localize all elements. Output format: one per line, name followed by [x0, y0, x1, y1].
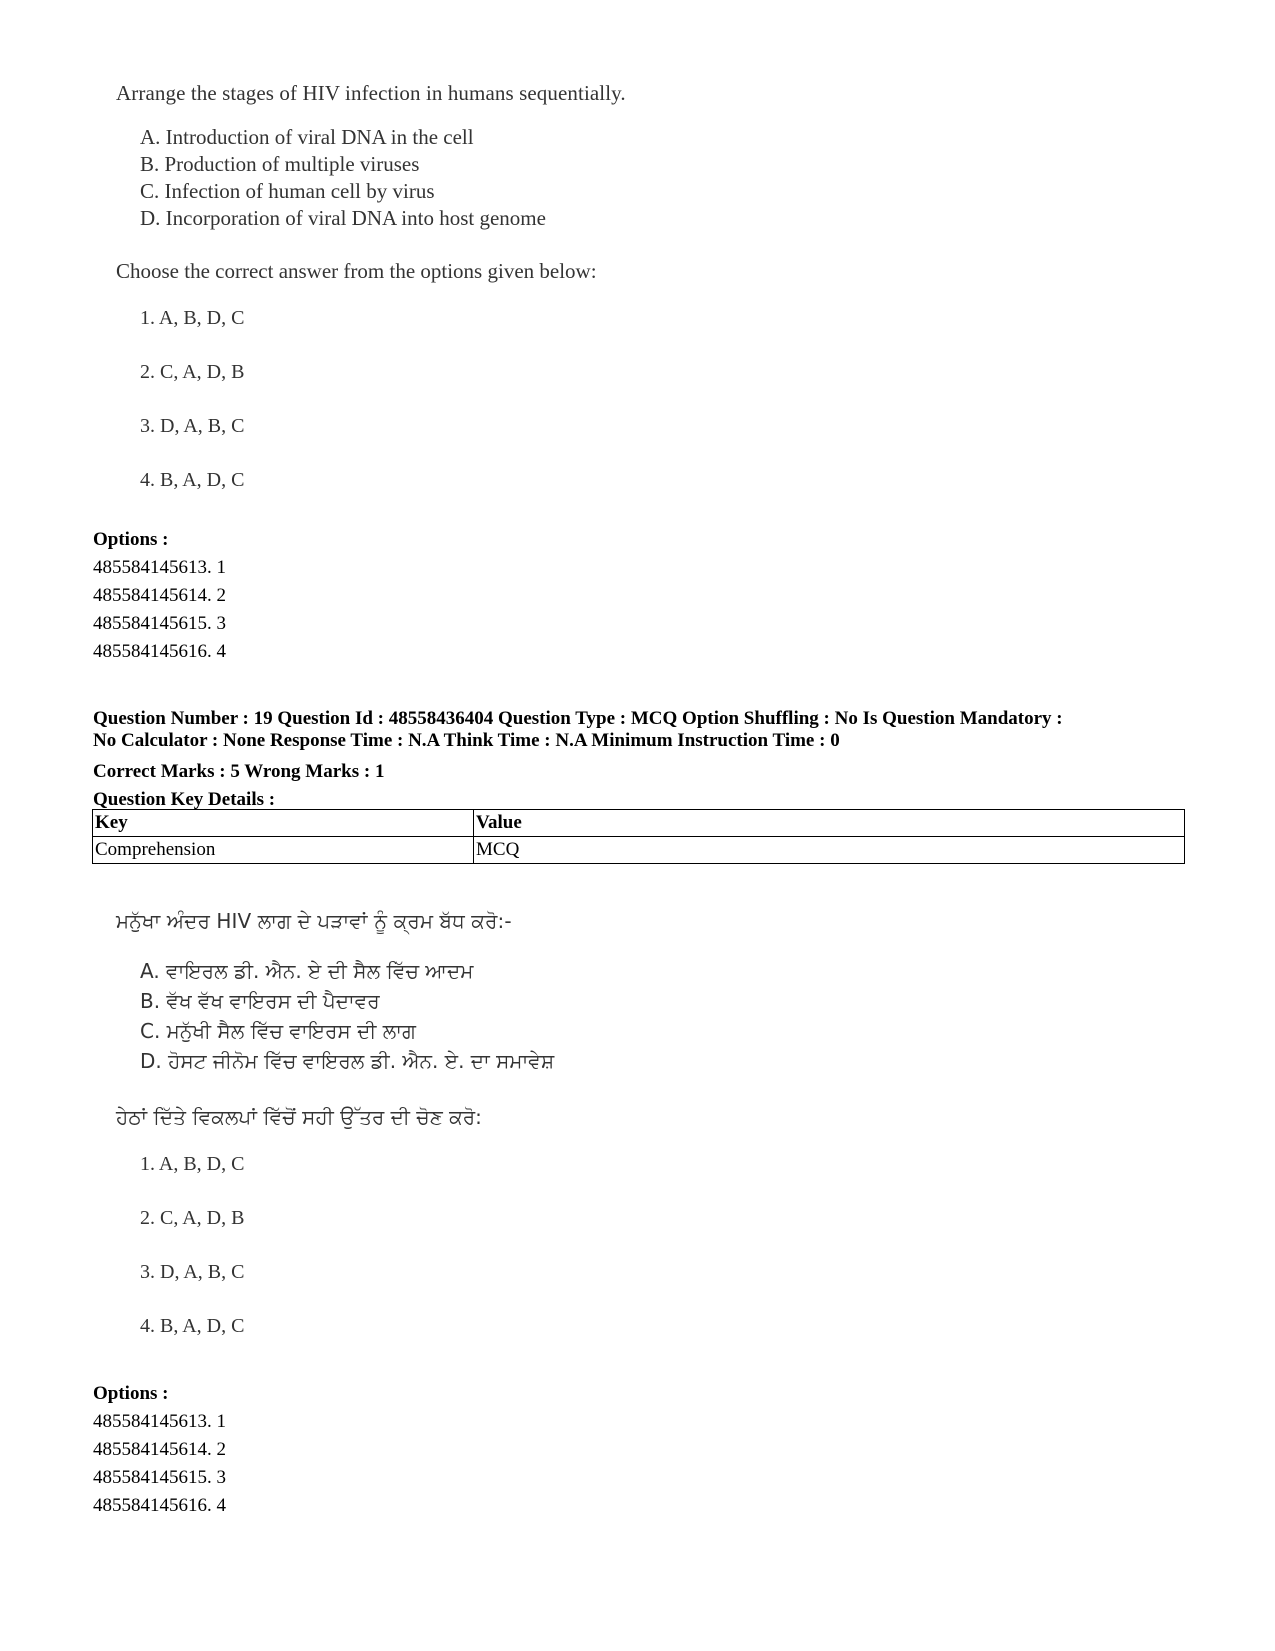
answer-choice: 2. C, A, D, B — [140, 361, 245, 383]
answer-choice: 3. D, A, B, C — [140, 415, 245, 437]
statement-item: D. Incorporation of viral DNA into host genome — [140, 206, 546, 230]
option-item: 485584145616. 4 — [93, 641, 226, 662]
question-stem: ਮਨੁੱਖਾ ਅੰਦਰ HIV ਲਾਗ ਦੇ ਪੜਾਵਾਂ ਨੂੰ ਕ੍ਰਮ ਬੱਧ ਕਰੋ:- — [116, 909, 512, 933]
table-cell: MCQ — [474, 837, 1185, 864]
options-block — [93, 1380, 226, 1520]
statement-item: B. ਵੱਖ ਵੱਖ ਵਾਇਰਸ ਦੀ ਪੈਦਾਵਰ — [140, 989, 380, 1013]
answer-choice: 2. C, A, D, B — [140, 1207, 245, 1229]
statement-item: C. Infection of human cell by virus — [140, 179, 435, 203]
answer-choice: 4. B, A, D, C — [140, 469, 245, 491]
table-header-cell: Value — [474, 810, 1185, 837]
statement-list — [140, 124, 816, 232]
answer-choice-list — [140, 1152, 816, 1368]
statement-item: C. ਮਨੁੱਖੀ ਸੈਲ ਵਿੱਚ ਵਾਇਰਸ ਦੀ ਲਾਗ — [140, 1019, 416, 1043]
answer-choice: 3. D, A, B, C — [140, 1261, 245, 1283]
question-meta — [93, 708, 1183, 814]
option-item: 485584145614. 2 — [93, 1439, 226, 1460]
option-item: 485584145613. 1 — [93, 557, 226, 578]
option-item: 485584145613. 1 — [93, 1411, 226, 1432]
statement-list — [140, 956, 816, 1076]
question-stem: Arrange the stages of HIV infection in humans sequentially. — [116, 81, 626, 105]
question-meta-line: Question Number : 19 Question Id : 48558436404 Question Type : MCQ Option Shuffling : No Is Question Mandatory : — [93, 708, 1063, 729]
options-title: Options : — [93, 529, 169, 550]
statement-item: D. ਹੋਸਟ ਜੀਨੋਮ ਵਿੱਚ ਵਾਇਰਲ ਡੀ. ਐਨ. ਏ. ਦਾ ਸਮਾਵੇਸ਼ — [140, 1049, 555, 1073]
options-title: Options : — [93, 1383, 169, 1404]
option-item: 485584145615. 3 — [93, 613, 226, 634]
question-image-punjabi — [116, 908, 816, 1368]
answer-choice: 4. B, A, D, C — [140, 1315, 245, 1337]
table-row — [93, 837, 1185, 864]
options-block — [93, 526, 226, 666]
marks-line: Correct Marks : 5 Wrong Marks : 1 — [93, 761, 385, 782]
choose-instruction: ਹੇਠਾਂ ਦਿੱਤੇ ਵਿਕਲਪਾਂ ਵਿੱਚੋਂ ਸਹੀ ਉੱਤਰ ਦੀ ਚੋਣ ਕਰੋ: — [116, 1105, 482, 1129]
question-meta-line: No Calculator : None Response Time : N.A Think Time : N.A Minimum Instruction Time : 0 — [93, 730, 840, 751]
key-details-table — [92, 809, 1185, 864]
option-item: 485584145616. 4 — [93, 1495, 226, 1516]
option-item: 485584145614. 2 — [93, 585, 226, 606]
table-cell: Comprehension — [93, 837, 474, 864]
answer-choice-list — [140, 306, 816, 522]
statement-item: B. Production of multiple viruses — [140, 152, 420, 176]
statement-item: A. ਵਾਇਰਲ ਡੀ. ਐਨ. ਏ ਦੀ ਸੈਲ ਵਿੱਚ ਆਦਮ — [140, 959, 474, 983]
statement-item: A. Introduction of viral DNA in the cell — [140, 125, 474, 149]
table-header-cell: Key — [93, 810, 474, 837]
question-image-english — [116, 80, 816, 522]
choose-instruction: Choose the correct answer from the options given below: — [116, 259, 597, 283]
table-header-row — [93, 810, 1185, 837]
answer-choice: 1. A, B, D, C — [140, 307, 245, 329]
answer-choice: 1. A, B, D, C — [140, 1153, 245, 1175]
option-item: 485584145615. 3 — [93, 1467, 226, 1488]
key-details-heading: Question Key Details : — [93, 789, 276, 810]
